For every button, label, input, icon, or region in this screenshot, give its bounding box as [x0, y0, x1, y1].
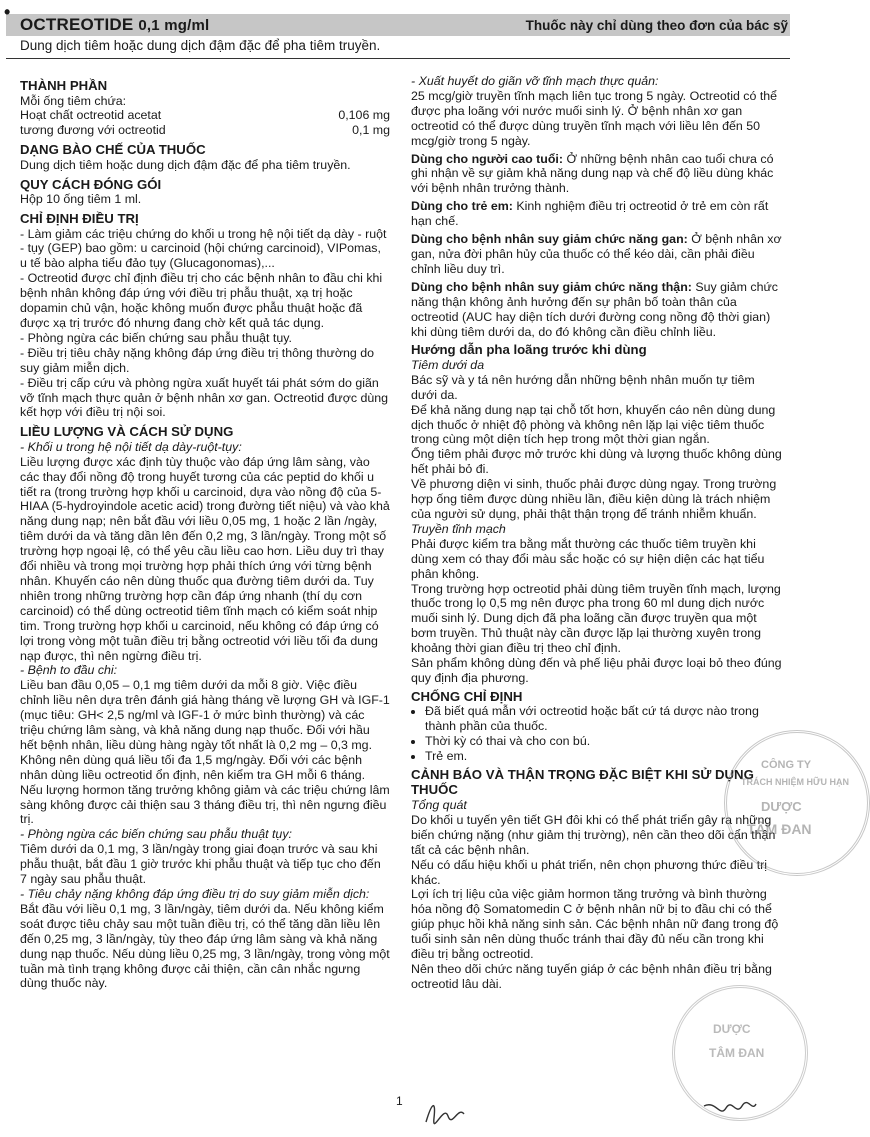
company-stamp	[724, 730, 870, 876]
contraindications-list	[411, 704, 784, 764]
variceal-subheading: - Xuất huyết do giãn vỡ tĩnh mạch thực quản:	[411, 74, 659, 88]
variceal-paragraph: 25 mcg/giờ truyền tĩnh mạch liên tục trong 5 ngày. Octreotid có thể được pha loãng với nước muối sinh lý. Ở bệnh nhân xơ gan octreotid có thể được dùng truyền tĩnh mạch với liều lên đến 50 mcg/giờ trong 5 ngày.	[411, 88, 778, 148]
product-name: OCTREOTIDE	[20, 15, 134, 34]
packaging-text: Hộp 10 ống tiêm 1 ml.	[20, 192, 142, 207]
infusion-paragraph: Trong trường hợp octreotid phải dùng tiêm truyền tĩnh mạch, lượng thuốc trong lọ 0,5 mg nên được pha trong 60 ml dung dịch nước muối sinh lý. Dung dịch đã pha loãng cần được truyền qua một bơm truyền. Thủ thuật này cần được lặp lại thường xuyên trong khoảng thời gian điều trị theo chỉ định.	[411, 581, 781, 656]
hepatic-text: Ở bệnh nhân xơ gan, nửa đời phân hủy của thuốc có thể kéo dài, cần phải điều chỉnh liều duy trì.	[411, 232, 782, 276]
composition-intro: Mỗi ống tiêm chứa:	[20, 93, 127, 108]
dosage-paragraph: Bắt đầu với liều 0,1 mg, 3 lần/ngày, tiêm dưới da. Nếu không kiểm soát được tiêu chảy sau một tuần điều trị, có thể tăng dần liều lên đến 0,25 mg, 3 lần/ngày, tùy theo đáp ứng lâm sàng và khả năng dung nạp thuốc. Nếu dùng liều 0,25 mg, 3 lần/ngày, trong vòng một tuần mà tình trạng không được cải thiện, cần cân nhắc ngưng dùng thuốc này.	[20, 901, 390, 991]
prescription-note: Thuốc này chỉ dùng theo đơn của bác sỹ	[525, 18, 788, 33]
warnings-paragraph: Lợi ích trị liệu của việc giảm hormon tăng trưởng và bình thường hóa nồng độ Somatomedin C ở bệnh nhân nữ bị to đầu chi có thể giúp phục hồi khả năng sinh sản. Các bệnh nhân nữ đang trong độ tuổi sinh sản nên dùng thuốc tránh thai đầy đủ nếu cần trong khi điều trị bằng octreotid.	[411, 887, 779, 962]
indication-item: - Làm giảm các triệu chứng do khối u trong hệ nội tiết dạ dày - ruột - tụy (GEP) bao gồm: u carcinoid (hội chứng carcinoid), VIPomas, u tế bào alpha tiểu đảo tụy (Glucagonomas),...	[20, 226, 387, 271]
composition-name: tương đương với octreotid	[20, 123, 166, 138]
signature-mark	[420, 1096, 468, 1130]
dosage-form-heading: DẠNG BÀO CHẾ CỦA THUỐC	[20, 142, 206, 158]
children-text: Kinh nghiệm điều trị octreotid ở trẻ em còn rất hạn chế.	[411, 199, 769, 229]
product-title	[20, 14, 209, 37]
list-item: • Đã biết quá mẫn với octreotid hoặc bất cứ tá dược nào trong thành phần của thuốc.	[425, 704, 784, 734]
dosage-form-text: Dung dịch tiêm hoặc dung dịch đậm đặc để pha tiêm truyền.	[20, 157, 351, 172]
renal-paragraph	[411, 280, 784, 340]
stamp-text: CÔNG TY	[761, 759, 812, 771]
right-column	[411, 74, 784, 992]
hepatic-label: Dùng cho bệnh nhân suy giảm chức năng gan:	[411, 232, 688, 247]
stamp-text: TÂM ĐAN	[709, 1046, 765, 1060]
infusion-paragraph: Sản phẩm không dùng đến và phế liệu phải được loại bỏ theo đúng quy định địa phương.	[411, 656, 782, 685]
dosage-subheading: - Tiêu chảy nặng không đáp ứng điều trị do suy giảm miễn dịch:	[20, 887, 370, 901]
warnings-heading: CẢNH BÁO VÀ THẬN TRỌNG ĐẶC BIỆT KHI SỬ DỤNG THUỐC	[411, 766, 754, 798]
list-item: • Thời kỳ có thai và cho con bú.	[425, 734, 784, 749]
stamp-text: TÂM ĐAN	[747, 821, 812, 837]
elderly-label: Dùng cho người cao tuổi:	[411, 151, 563, 166]
dosage-subheading: - Bệnh to đầu chi:	[20, 663, 118, 678]
hepatic-paragraph	[411, 232, 784, 277]
composition-heading: THÀNH PHẦN	[20, 78, 108, 93]
dosage-paragraph: Tiêm dưới da 0,1 mg, 3 lần/ngày trong giai đoạn trước và sau khi phẫu thuật, bắt đầu 1 giờ trước khi phẫu thuật và tiếp tục cho đến 7 ngày sau phẫu thuật.	[20, 842, 381, 887]
elderly-paragraph	[411, 152, 784, 197]
product-strength: 0,1 mg/ml	[138, 17, 210, 34]
subcutaneous-paragraph: Để khả năng dung nạp tại chỗ tốt hơn, khuyến cáo nên dùng dung dịch thuốc ở nhiệt độ phòng và không nên lặp lại việc tiêm thuốc trong cùng một diện tích hẹp trong một thời gian ngắn.	[411, 402, 776, 447]
contraindications-heading: CHỐNG CHỈ ĐỊNH	[411, 688, 523, 704]
infusion-paragraph: Phải được kiểm tra bằng mắt thường các thuốc tiêm truyền khi dùng xem có thay đổi màu sắc hoặc có sự hiện diện các hạt tiểu phân không.	[411, 536, 765, 581]
renal-label: Dùng cho bệnh nhân suy giảm chức năng thận:	[411, 279, 692, 294]
document-header	[0, 0, 800, 58]
indication-item: - Octreotid được chỉ định điều trị cho các bệnh nhân to đầu chi khi bệnh nhân không đáp ứng với điều trị phẫu thuật, xạ trị hoặc dopamin chủ vận, hoặc không muốn được phẫu thuật hoặc đã được xạ trị trước đó nhưng đang chờ kết quả tác dụng.	[20, 271, 383, 330]
composition-row	[20, 123, 390, 138]
composition-value: 0,106 mg	[338, 108, 390, 123]
infusion-subheading: Truyền tĩnh mạch	[411, 521, 506, 536]
subcutaneous-paragraph: Về phương diện vi sinh, thuốc phải được dùng ngay. Trong trường hợp ống tiêm được dùng nhiều lần, điều kiện dùng là trách nhiệm của người sử dụng, phải thật thận trọng để tránh nhiễm khuẩn.	[411, 477, 777, 521]
dilution-heading: Hướng dẫn pha loãng trước khi dùng	[411, 342, 647, 358]
warnings-paragraph: Do khối u tuyến yên tiết GH đôi khi có thể phát triển gây ra những biến chứng nặng (như giảm thị trường), nên cần theo dõi cẩn thận tất cả các bệnh nhân.	[411, 812, 776, 857]
children-paragraph	[411, 199, 784, 229]
bullet-mark: •	[4, 2, 11, 22]
stamp-text: DƯỢC	[713, 1022, 751, 1036]
composition-value: 0,1 mg	[352, 123, 390, 138]
dosage-subheading: - Phòng ngừa các biến chứng sau phẫu thuật tụy:	[20, 827, 292, 842]
list-item: • Trẻ em.	[425, 749, 784, 764]
indication-item: - Phòng ngừa các biến chứng sau phẫu thuật tụy.	[20, 330, 292, 345]
header-rule	[6, 58, 790, 59]
warnings-paragraph: Nếu có dấu hiệu khối u phát triển, nên chọn phương thức điều trị khác.	[411, 857, 768, 887]
indication-item: - Điều trị cấp cứu và phòng ngừa xuất huyết tái phát sớm do giãn vỡ tĩnh mạch thực quản ở bệnh nhân xơ gan. Octreotid được dùng kết hợp với điều trị nội soi.	[20, 375, 389, 420]
elderly-text: Ở những bệnh nhân cao tuổi chưa có ghi nhận về sự giảm khả năng dung nạp và chế độ liều dùng khác với bệnh nhân trưởng thành.	[411, 151, 774, 196]
indications-heading: CHỈ ĐỊNH ĐIỀU TRỊ	[20, 211, 139, 227]
dosage-paragraph: Liều ban đầu 0,05 – 0,1 mg tiêm dưới da mỗi 8 giờ. Việc điều chỉnh liều nên dựa trên đánh giá hàng tháng về lượng GH và IGF-1 (mục tiêu: GH< 2,5 ng/ml và IGF-1 ở mức bình thường) và các triệu chứng lâm sàng, và khả năng dung nạp thuốc. Đối với hầu hết bệnh nhân, liều dùng hàng ngày tốt nhất là 0,2 mg – 0,3 mg. Không nên dùng quá liều tối đa 1,5 mg/ngày. Đối với các bệnh nhân dùng liều octreotid ổn định, nên kiểm tra GH mỗi 6 tháng. Nếu lượng hormon tăng trưởng không giảm và các triệu chứng lâm sàng không được cải thiện sau 3 tháng điều trị, thì nên ngưng điều trị.	[20, 678, 390, 827]
page-number: 1	[396, 1094, 403, 1108]
warnings-paragraph: Nên theo dõi chức năng tuyến giáp ở các bệnh nhân điều trị bằng octreotid lâu dài.	[411, 961, 772, 991]
subcutaneous-paragraph: Ống tiêm phải được mở trước khi dùng và lượng thuốc không dùng hết phải bỏ đi.	[411, 447, 782, 477]
packaging-heading: QUY CÁCH ĐÓNG GÓI	[20, 176, 162, 192]
signature-mark	[700, 1096, 760, 1124]
stamp-text: TRÁCH NHIỆM HỮU HẠN	[741, 777, 849, 787]
subcutaneous-paragraph: Bác sỹ và y tá nên hướng dẫn những bệnh nhân muốn tự tiêm dưới da.	[411, 372, 755, 402]
composition-name: Hoạt chất octreotid acetat	[20, 108, 162, 123]
indication-item: - Điều trị tiêu chảy nặng không đáp ứng điều trị thông thường do suy giảm miễn dịch.	[20, 345, 374, 375]
product-subtitle: Dung dịch tiêm hoặc dung dịch đậm đặc để pha tiêm truyền.	[20, 38, 381, 53]
children-label: Dùng cho trẻ em:	[411, 199, 513, 214]
dosage-heading: LIỀU LƯỢNG VÀ CÁCH SỬ DỤNG	[20, 424, 234, 440]
dosage-paragraph: Liều lượng được xác định tùy thuộc vào đáp ứng lâm sàng, vào các thay đổi nồng độ trong huyết tương của các peptid do khối u tiết ra (trong trường hợp khối u carcinoid, dựa vào nồng độ của 5-HIAA (5-hydroyindole acetic acid) trong đường tiết niệu) và vào khả năng dung nạp; nên bắt đầu với liều 0,05 mg, 1 hoặc 2 lần /ngày, tiêm dưới da và tăng dần lên đến 0,2 mg, 3 lần/ngày. Trong một số trường hợp ngoại lệ, có thể yêu cầu liều cao hơn. Liều duy trì thay đổi nhiều và trong mọi trường hợp phải thích ứng với từng bệnh nhân. Khuyến cáo nên dùng thuốc qua đường tiêm dưới da. Tuy nhiên trong những trường hợp cần đáp ứng nhanh (thí dụ cơn carcinoid) có thể dùng octreotid tiêm tĩnh mạch có kiểm soát nhịp tim. Trong trường hợp khối u carcinoid, nếu không có đáp ứng có lợi trong vòng một tuần điều trị bằng octreotid với liều tối đa dung nạp được, thì nên ngừng điều trị.	[20, 454, 390, 663]
composition-row	[20, 108, 390, 123]
renal-text: Suy giảm chức năng thận không ảnh hưởng đến sự phân bố toàn thân của octreotid (AUC hay diện tích dưới đường cong nồng độ thời gian) khi dùng tiêm dưới da, do đó không cần điều chỉnh liều.	[411, 279, 779, 339]
dosage-subheading: - Khối u trong hệ nội tiết dạ dày-ruột-tụy:	[20, 439, 242, 454]
left-column	[20, 74, 390, 991]
warnings-subheading: Tổng quát	[411, 797, 467, 812]
subcutaneous-subheading: Tiêm dưới da	[411, 357, 485, 372]
stamp-text: DƯỢC	[761, 799, 802, 814]
